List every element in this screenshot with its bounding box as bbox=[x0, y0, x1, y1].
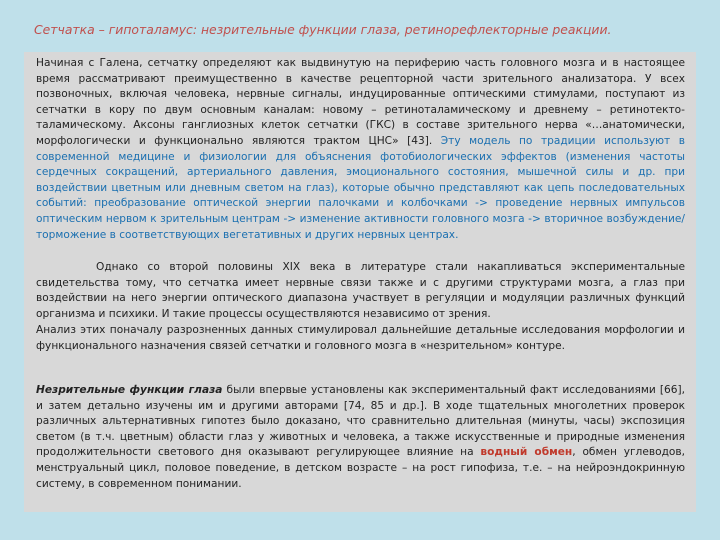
highlight-water-exchange: водный обмен bbox=[480, 446, 573, 459]
paragraph-intro bbox=[36, 56, 685, 243]
paragraph-nonvisual bbox=[36, 383, 685, 492]
paragraph-analysis: Анализ этих поначалу разрозненных данных стимулировал дальнейшие детальные исследования морфологии и функционального назначения связей сетчатки и головного мозга в «незрительном» контуре. bbox=[36, 324, 685, 352]
nonvisual-text-a: были впервые установлены как экспериментальный факт исследованиями [66], и затем детально изучены им и другими авторами [74, 85 и др.]. В ходе тщательных многолетних проверок различных альтернативных гипотез было доказано, что сравнительно длительная (минуты, часы) экспозиция светом (в т.ч. цветным) области глаз у животных и человека, а также искусственные и природные изменения продолжительности светового дня оказывают регулирующее влияние на bbox=[36, 384, 686, 459]
intro-text: Начиная с Галена, сетчатку определяют как выдвинутую на периферию часть головного мозга и в настоящее время рассматривают преимущественно в качестве рецепторной части зрительного анализатора. У всех позвоночных, включая человека, нервные сигналы, индуцированные оптическими стимулами, поступают из сетчатки в кору по двум основным каналам: новому – ретиноталамическому и древнему – ретинотекто-таламическому. Аксоны ганглиозных клеток сетчатки (ГКС) в составе зрительного нерва «…анатомически, морфологически и функционально являются трактом ЦНС» [43]. bbox=[36, 57, 685, 147]
paragraph-evidence: Однако со второй половины XIX века в литературе стали накапливаться экспериментальные свидетельства тому, что сетчатка имеет нервные связи также и с другими структурами мозга, а глаз при воздействии на него энергии оптического диапазона участвует в регуляции и модуляции различных функций организма и психики. И такие процессы осуществляются независимо от зрения. bbox=[36, 261, 685, 320]
slide-title: Сетчатка – гипоталамус: незрительные функции глаза, ретинорефлекторные реакции. bbox=[34, 22, 612, 37]
term-nonvisual-functions: Незрительные функции глаза bbox=[36, 384, 223, 396]
nonvisual-text-b: , обмен углеводов, менструальный цикл, половое поведение, в детском возрасте – на рост гипофиза, т.е. – на нейроэндокринную систему, в современном понимании. bbox=[36, 446, 685, 490]
intro-highlight: Эту модель по традиции используют в современной медицине и физиологии для объяснения фотобиологических эффектов (изменения частоты сердечных сокращений, артериального давления, эмоционального состояния, мышечной силы и др. при воздействии цветным или дневным светом на глаз), которые обычно представляют как цепь последовательных событий: преобразование оптической энергии палочками и колбочками -> проведение нервных импульсов оптическим нервом к зрительным центрам -> изменение активности головного мозга -> вторичное возбуждение/торможение в соответствующих вегетативных и других нервных центрах. bbox=[36, 134, 685, 241]
